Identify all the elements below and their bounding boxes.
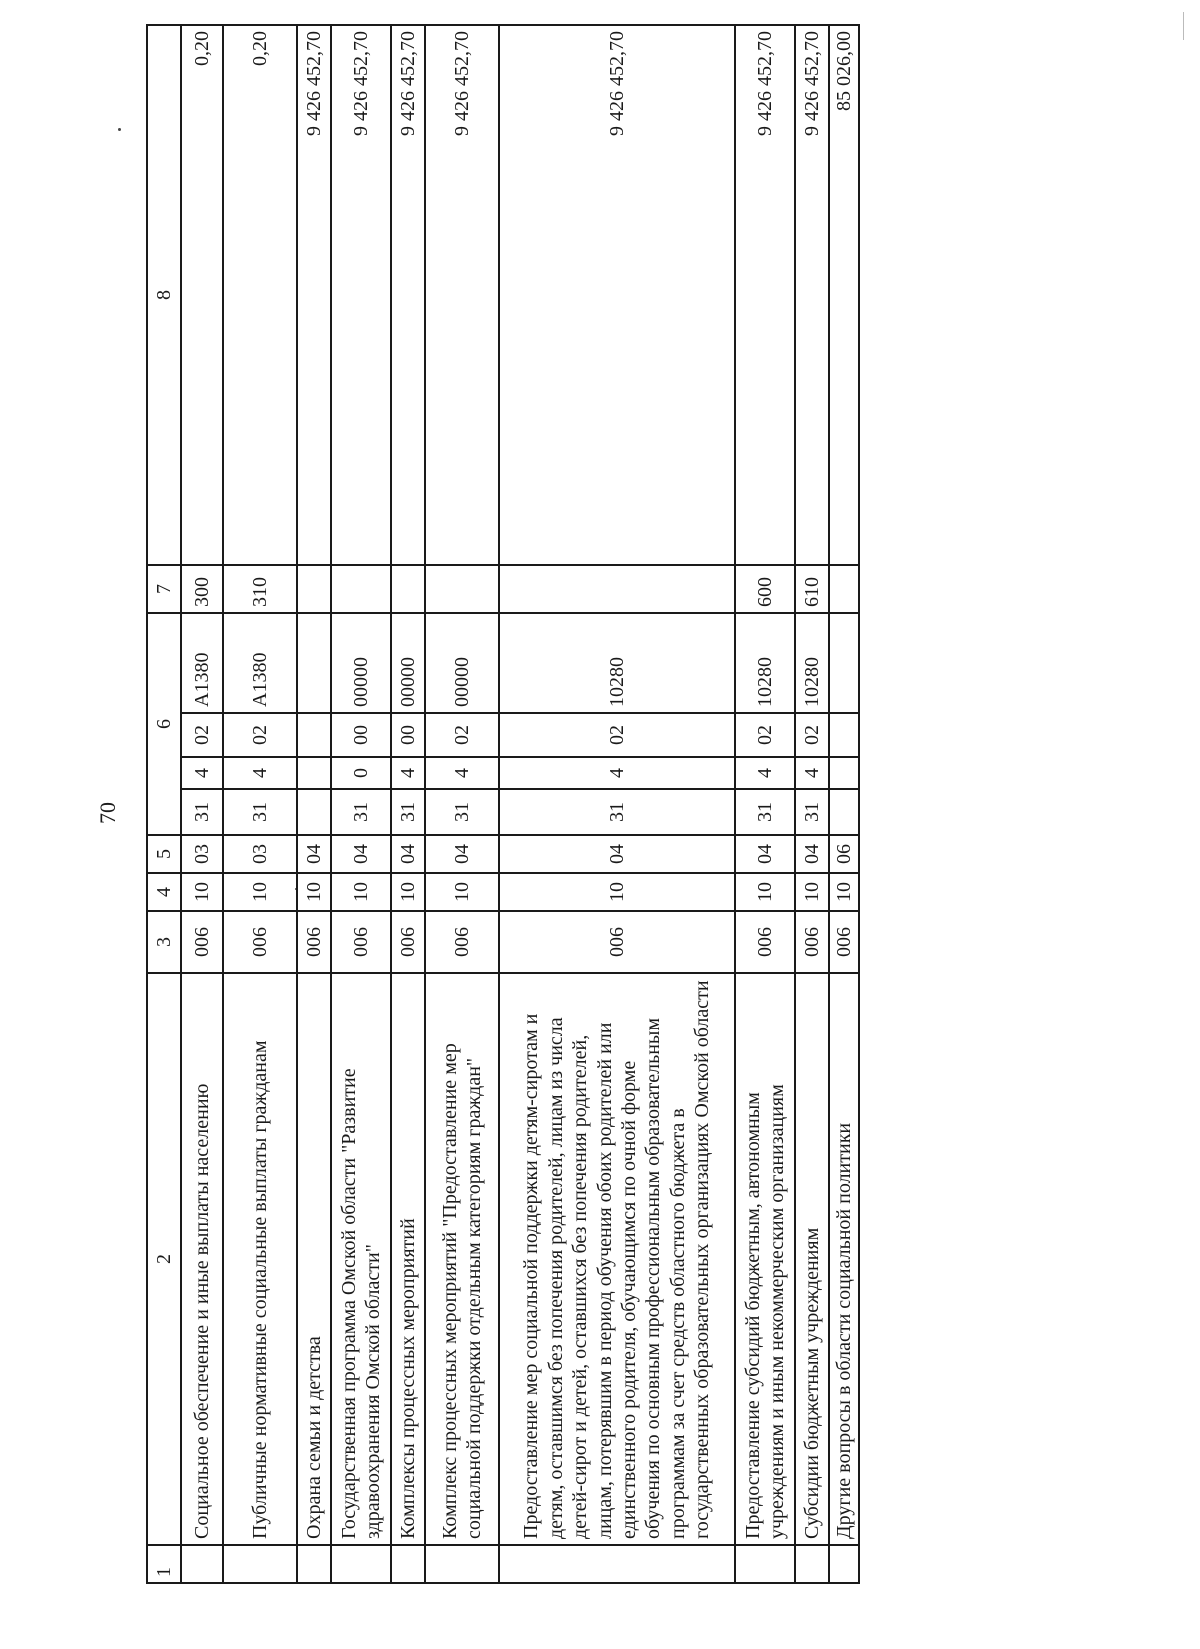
cell-c6d (829, 613, 859, 713)
cell-c6b: 4 (391, 757, 425, 789)
cell-col-1 (499, 1545, 735, 1583)
cell-c6b (829, 757, 859, 789)
table-row (297, 25, 331, 1583)
cell-c6b: 4 (795, 757, 829, 789)
cell-c4: 10 (795, 873, 829, 911)
header-col-4: 4 (147, 873, 181, 911)
cell-c6c: 02 (735, 713, 795, 757)
cell-c8: 9 426 452,70 (331, 25, 391, 565)
cell-c5: 04 (425, 835, 499, 873)
cell-c5: 06 (829, 835, 859, 873)
cell-c6d: 10280 (499, 613, 735, 713)
cell-c8: 0,20 (223, 25, 297, 565)
cell-c6d: A1380 (181, 613, 223, 713)
cell-c4: 10 (331, 873, 391, 911)
cell-c6c: 02 (499, 713, 735, 757)
cell-c6b: 4 (181, 757, 223, 789)
cell-c6a (829, 789, 859, 835)
cell-c6a: 31 (795, 789, 829, 835)
cell-c6d: 10280 (795, 613, 829, 713)
cell-c4: 10 (829, 873, 859, 911)
table-row (829, 25, 859, 1583)
cell-c6c: 02 (425, 713, 499, 757)
cell-c6d: 00000 (331, 613, 391, 713)
cell-c3: 006 (331, 911, 391, 973)
cell-c7: 310 (223, 565, 297, 613)
cell-c3: 006 (223, 911, 297, 973)
cell-name: Государственная программа Омской области "Развитие здравоохранения Омской области" (331, 973, 391, 1545)
cell-c6c: 02 (181, 713, 223, 757)
cell-c3: 006 (391, 911, 425, 973)
cell-col-1 (735, 1545, 795, 1583)
cell-c3: 006 (425, 911, 499, 973)
cell-col-1 (223, 1545, 297, 1583)
cell-c4: 10 (223, 873, 297, 911)
cell-c4: 10 (425, 873, 499, 911)
scan-edge-line (1183, 12, 1184, 40)
cell-c5: 04 (391, 835, 425, 873)
cell-c7 (391, 565, 425, 613)
cell-name: Охрана семьи и детства (297, 973, 331, 1545)
table-row (425, 25, 499, 1583)
cell-c7: 300 (181, 565, 223, 613)
cell-c6d: 10280 (735, 613, 795, 713)
header-col-7: 7 (147, 565, 181, 613)
cell-c7: 600 (735, 565, 795, 613)
table-row (181, 25, 223, 1583)
cell-c3: 006 (795, 911, 829, 973)
cell-c6b: 4 (223, 757, 297, 789)
cell-c6a: 31 (331, 789, 391, 835)
cell-c8: 0,20 (181, 25, 223, 565)
table-row (795, 25, 829, 1583)
budget-table (146, 24, 860, 1584)
cell-c6b (297, 757, 331, 789)
cell-c6d (297, 613, 331, 713)
cell-c3: 006 (499, 911, 735, 973)
cell-name: Субсидии бюджетным учреждениям (795, 973, 829, 1545)
cell-name: Предоставление мер социальной поддержки детям-сиротам и детям, оставшимся без попечения родителей, лицам из числа детей-сирот и детей, оставшихся без попечения родителей, лицам, потерявшим в период обучения обоих родителей или единственного родителя, обучающимся по очной форме обучения по основным профессиональным образовательным программам за счет средств областного бюджета в государственных образовательных организациях Омской области (499, 973, 735, 1545)
cell-col-1 (425, 1545, 499, 1583)
cell-name: Комплексы процессных мероприятий (391, 973, 425, 1545)
cell-c6d: A1380 (223, 613, 297, 713)
cell-c7: 610 (795, 565, 829, 613)
page-number: 70 (95, 802, 120, 824)
cell-c7 (499, 565, 735, 613)
header-col-5: 5 (147, 835, 181, 873)
cell-c6c (297, 713, 331, 757)
table-row (331, 25, 391, 1583)
cell-name: Социальное обеспечение и иные выплаты населению (181, 973, 223, 1545)
header-col-8: 8 (147, 25, 181, 565)
cell-c6c: 02 (223, 713, 297, 757)
rotated-table-area (146, 31, 1026, 1584)
cell-c6a: 31 (499, 789, 735, 835)
cell-c7 (425, 565, 499, 613)
header-col-1: 1 (147, 1545, 181, 1583)
cell-c8: 9 426 452,70 (735, 25, 795, 565)
cell-c8: 9 426 452,70 (425, 25, 499, 565)
cell-c8: 9 426 452,70 (795, 25, 829, 565)
cell-c6c: 00 (331, 713, 391, 757)
cell-col-1 (297, 1545, 331, 1583)
header-col-6: 6 (147, 613, 181, 835)
cell-c7 (331, 565, 391, 613)
table-row (735, 25, 795, 1583)
cell-c5: 04 (735, 835, 795, 873)
cell-c6d: 00000 (391, 613, 425, 713)
cell-c7 (297, 565, 331, 613)
cell-c4: 10 (181, 873, 223, 911)
cell-c5: 04 (297, 835, 331, 873)
cell-col-1 (795, 1545, 829, 1583)
cell-col-1 (181, 1545, 223, 1583)
cell-c8: 9 426 452,70 (499, 25, 735, 565)
cell-name: Публичные нормативные социальные выплаты гражданам (223, 973, 297, 1545)
header-col-2: 2 (147, 973, 181, 1545)
cell-c3: 006 (735, 911, 795, 973)
cell-c6d: 00000 (425, 613, 499, 713)
cell-c8: 85 026,00 (829, 25, 859, 565)
cell-c6a (297, 789, 331, 835)
cell-c6a: 31 (223, 789, 297, 835)
cell-name: Другие вопросы в области социальной политики (829, 973, 859, 1545)
cell-c6a: 31 (735, 789, 795, 835)
cell-c5: 03 (223, 835, 297, 873)
cell-c4: 10 (499, 873, 735, 911)
cell-c6a: 31 (181, 789, 223, 835)
cell-c6b: 4 (735, 757, 795, 789)
header-col-3: 3 (147, 911, 181, 973)
cell-c5: 04 (499, 835, 735, 873)
cell-c4: 10 (391, 873, 425, 911)
table-row (499, 25, 735, 1583)
cell-c4: 10 (297, 873, 331, 911)
cell-c6b: 0 (331, 757, 391, 789)
cell-c6b: 4 (425, 757, 499, 789)
cell-col-1 (331, 1545, 391, 1583)
table-row (391, 25, 425, 1583)
cell-c3: 006 (297, 911, 331, 973)
cell-c5: 03 (181, 835, 223, 873)
cell-c5: 04 (795, 835, 829, 873)
cell-name: Предоставление субсидий бюджетным, автономным учреждениям и иным некоммерческим организациям (735, 973, 795, 1545)
cell-c6a: 31 (391, 789, 425, 835)
cell-c6c (829, 713, 859, 757)
cell-c6a: 31 (425, 789, 499, 835)
cell-c5: 04 (331, 835, 391, 873)
cell-c6b: 4 (499, 757, 735, 789)
cell-c8: 9 426 452,70 (297, 25, 331, 565)
cell-c3: 006 (181, 911, 223, 973)
cell-col-1 (391, 1545, 425, 1583)
cell-c6c: 02 (795, 713, 829, 757)
cell-c3: 006 (829, 911, 859, 973)
scan-speck (118, 128, 121, 131)
cell-c8: 9 426 452,70 (391, 25, 425, 565)
cell-c7 (829, 565, 859, 613)
cell-c4: 10 (735, 873, 795, 911)
table-row (223, 25, 297, 1583)
cell-c6c: 00 (391, 713, 425, 757)
header-row (147, 25, 181, 1583)
cell-col-1 (829, 1545, 859, 1583)
cell-name: Комплекс процессных мероприятий "Предоставление мер социальной поддержки отдельным категориям граждан" (425, 973, 499, 1545)
